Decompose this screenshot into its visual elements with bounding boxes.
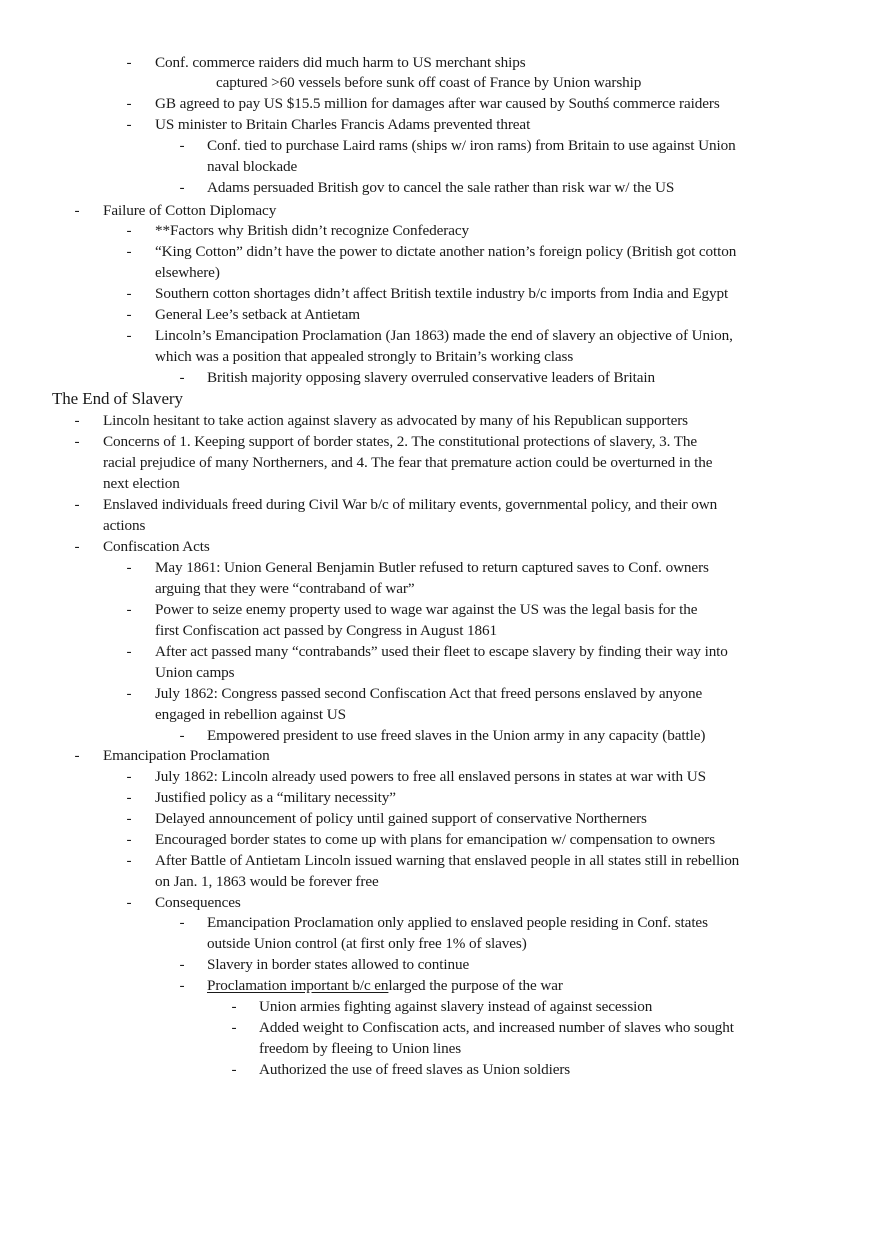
bullet-dash: -	[231, 1019, 237, 1036]
bullet-dash: -	[126, 54, 132, 71]
list-item-text: Lincoln’s Emancipation Proclamation (Jan 1863) made the end of slavery an objective of Union,	[155, 327, 733, 344]
list-item-text: Enslaved individuals freed during Civil War b/c of military events, governmental policy, and their own	[103, 496, 718, 513]
list-item-text: elsewhere)	[155, 264, 220, 281]
list-item-text: Union camps	[155, 664, 235, 681]
list-item-text: Lincoln hesitant to take action against slavery as advocated by many of his Republican supporters	[103, 412, 688, 429]
bullet-dash: -	[179, 977, 185, 994]
bullet-dash: -	[74, 433, 80, 450]
list-item-text: Empowered president to use freed slaves in the Union army in any capacity (battle)	[207, 727, 706, 744]
list-item-text: naval blockade	[207, 158, 298, 175]
list-item-text: Power to seize enemy property used to wage war against the US was the legal basis for the	[155, 601, 698, 618]
bullet-dash: -	[126, 285, 132, 302]
list-item-text: US minister to Britain Charles Francis Adams prevented threat	[155, 116, 531, 133]
list-item-text: July 1862: Lincoln already used powers to free all enslaved persons in states at war with US	[155, 768, 706, 785]
list-item-text: captured >60 vessels before sunk off coast of France by Union warship	[216, 74, 642, 91]
list-item-text: Encouraged border states to come up with plans for emancipation w/ compensation to owners	[155, 831, 716, 848]
list-item-text: Delayed announcement of policy until gained support of conservative Northerners	[155, 810, 647, 827]
list-item-text: Union armies fighting against slavery instead of against secession	[259, 998, 653, 1015]
bullet-dash: -	[74, 202, 80, 219]
bullet-dash: -	[179, 369, 185, 386]
list-item-text: freedom by fleeing to Union lines	[259, 1040, 462, 1057]
list-item-text: Confiscation Acts	[103, 538, 210, 555]
bullet-dash: -	[74, 747, 80, 764]
list-item-text: Justified policy as a “military necessity”	[155, 789, 396, 806]
list-item-text: actions	[103, 517, 146, 534]
bullet-dash: -	[179, 914, 185, 931]
list-item-text: May 1861: Union General Benjamin Butler refused to return captured saves to Conf. owners	[155, 559, 709, 576]
bullet-dash: -	[126, 894, 132, 911]
list-item-text: Authorized the use of freed slaves as Union soldiers	[259, 1061, 571, 1078]
list-item-text: which was a position that appealed strongly to Britain’s working class	[155, 348, 574, 365]
list-item-text: Concerns of 1. Keeping support of border states, 2. The constitutional protections of slavery, 3. The	[103, 433, 698, 450]
list-item-text: racial prejudice of many Northerners, and 4. The fear that premature action could be overturned in the	[103, 454, 713, 471]
bullet-dash: -	[179, 727, 185, 744]
bullet-dash: -	[126, 643, 132, 660]
list-item-text: After Battle of Antietam Lincoln issued warning that enslaved people in all states still in rebellion	[155, 852, 740, 869]
list-item-text: Conf. tied to purchase Laird rams (ships w/ iron rams) from Britain to use against Union	[207, 137, 736, 154]
list-item-text: Adams persuaded British gov to cancel the sale rather than risk war w/ the US	[207, 179, 675, 196]
list-item-text: July 1862: Congress passed second Confiscation Act that freed persons enslaved by anyone	[155, 685, 703, 702]
bullet-dash: -	[179, 137, 185, 154]
list-item-text	[207, 976, 563, 996]
bullet-dash: -	[126, 852, 132, 869]
list-item-text: “King Cotton” didn’t have the power to dictate another nation’s foreign policy (British got cotton	[155, 243, 737, 260]
bullet-dash: -	[126, 222, 132, 239]
list-item-text: engaged in rebellion against US	[155, 706, 346, 723]
underlined-text: Proclamation important b/c en	[207, 977, 389, 994]
bullet-dash: -	[231, 1061, 237, 1078]
list-item-text: GB agreed to pay US $15.5 million for damages after war caused by Southś commerce raiders	[155, 95, 720, 112]
bullet-dash: -	[126, 831, 132, 848]
list-item-text: first Confiscation act passed by Congress in August 1861	[155, 622, 497, 639]
section-heading-end-of-slavery: The End of Slavery	[52, 389, 183, 408]
list-item-text: Emancipation Proclamation only applied to enslaved people residing in Conf. states	[207, 914, 708, 931]
list-item-text: outside Union control (at first only free 1% of slaves)	[207, 935, 527, 952]
list-item-text: Consequences	[155, 894, 241, 911]
bullet-dash: -	[126, 327, 132, 344]
list-item-text: After act passed many “contrabands” used their fleet to escape slavery by finding their way into	[155, 643, 728, 660]
bullet-dash: -	[126, 116, 132, 133]
bullet-dash: -	[74, 412, 80, 429]
bullet-dash: -	[126, 768, 132, 785]
list-item-text: **Factors why British didn’t recognize Confederacy	[155, 222, 469, 239]
bullet-dash: -	[126, 685, 132, 702]
list-item-text: Southern cotton shortages didn’t affect British textile industry b/c imports from India and Egypt	[155, 285, 729, 302]
list-item-text: Emancipation Proclamation	[103, 747, 270, 764]
bullet-dash: -	[74, 496, 80, 513]
bullet-dash: -	[126, 601, 132, 618]
bullet-dash: -	[126, 789, 132, 806]
list-item-text: next election	[103, 475, 180, 492]
bullet-dash: -	[231, 998, 237, 1015]
list-item-text: Failure of Cotton Diplomacy	[103, 202, 277, 219]
bullet-dash: -	[74, 538, 80, 555]
list-item-text: Conf. commerce raiders did much harm to US merchant ships	[155, 54, 526, 71]
bullet-dash: -	[126, 559, 132, 576]
list-item-text: British majority opposing slavery overruled conservative leaders of Britain	[207, 369, 656, 386]
bullet-dash: -	[179, 179, 185, 196]
list-item-text: Added weight to Confiscation acts, and increased number of slaves who sought	[259, 1019, 734, 1036]
bullet-dash: -	[126, 95, 132, 112]
list-item-text: on Jan. 1, 1863 would be forever free	[155, 873, 379, 890]
bullet-dash: -	[126, 243, 132, 260]
bullet-dash: -	[126, 306, 132, 323]
list-item-text: General Lee’s setback at Antietam	[155, 306, 361, 323]
list-item-text: Slavery in border states allowed to continue	[207, 956, 470, 973]
bullet-dash: -	[179, 956, 185, 973]
list-item-text: arguing that they were “contraband of war”	[155, 580, 415, 597]
bullet-dash: -	[126, 810, 132, 827]
list-item-text-rest: larged the purpose of the war	[388, 977, 563, 994]
